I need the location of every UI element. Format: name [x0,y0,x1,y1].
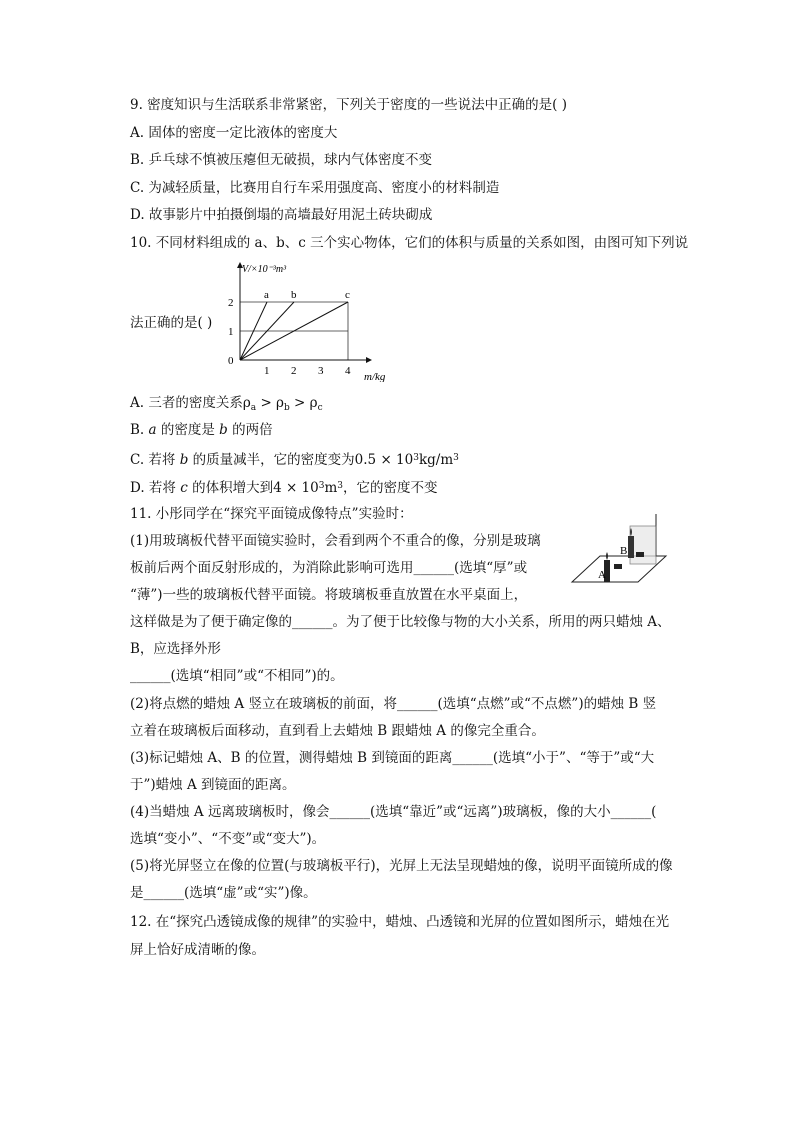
q9-option-b: B. 乒乓球不慎被压瘪但无破损，球内气体密度不变 [130,152,433,168]
q10-a-text1: A. 三者的密度关系ρ [130,395,251,411]
figure-label-a: A [598,569,606,581]
q10-b-text3: 的两倍 [227,422,273,438]
q10-option-c [130,449,690,469]
x-tick-label: 1 [264,365,270,377]
volume-mass-chart [222,258,397,382]
q11-part4-line1: (4)当蜡烛 A 远离玻璃板时，像会______(选填“靠近”或“远离”)玻璃板，像的大小______( [130,804,657,820]
x-tick-label: 3 [318,365,324,377]
q10-d-text1: D. 若将 [130,480,181,496]
q10-c-text2: 的质量减半，它的密度变为0.5 × 10 [188,452,414,468]
q10-d-unit-exp: 3 [337,481,344,491]
q10-d-exp: 3 [318,481,325,491]
q10-a-sub1: a [250,403,257,413]
q10-a-sub2: b [284,403,290,413]
q12-stem-cont: 屏上恰好成清晰的像。 [130,942,265,958]
q10-c-exp: 3 [413,453,419,463]
q10-option-a [130,394,690,417]
q10-d-var-c: c [180,480,188,496]
q11-part2-line2: 立着在玻璃板后面移动，直到看上去蜡烛 B 跟蜡烛 A 的像完全重合。 [130,723,545,739]
q10-b-text2: 的密度是 [156,422,220,438]
q11-stem: 11. 小彤同学在“探究平面镜成像特点”实验时： [130,506,413,522]
q10-a-text3: > ρ [289,395,318,411]
q9-option-a: A. 固体的密度一定比液体的密度大 [130,125,338,141]
q10-c-unit-exp: 3 [453,453,459,463]
x-tick-label: 4 [345,365,351,377]
x-axis-label: m/kg [364,371,386,382]
q12-stem: 12. 在“探究凸透镜成像的规律”的实验中，蜡烛、凸透镜和光屏的位置如图所示，蜡烛在光 [130,914,670,930]
q10-stem-cont: 法正确的是( ) [130,315,213,331]
y-tick-label: 2 [228,297,234,309]
q11-part2-line1: (2)将点燃的蜡烛 A 竖立在玻璃板的前面，将______(选填“点燃”或“不点燃”)的蜡烛 B 竖 [130,696,657,712]
q10-d-text3: ，它的密度不变 [343,480,438,496]
series-label-b: b [291,289,297,301]
q11-part5-line2: 是______(选填“虚”或“实”)像。 [130,885,317,901]
q10-b-var-b: b [219,422,228,438]
origin-label: 0 [228,355,234,367]
q11-part5-line1: (5)将光屏竖立在像的位置(与玻璃板平行)，光屏上无法呈现蜡烛的像，说明平面镜所成的像 [130,858,673,874]
q10-option-b [130,421,690,439]
q10-a-text2: > ρ [256,395,284,411]
series-label-a: a [264,289,269,301]
q11-part1-line6: ______(选填“相同”或“不相同”)的。 [130,668,344,684]
q10-c-var-b: b [179,452,189,468]
x-axis-arrow [366,357,372,363]
q11-part1-line1: (1)用玻璃板代替平面镜实验时，会看到两个不重合的像，分别是玻璃 [130,533,541,549]
q11-part4-line2: 选填“变小”、“不变”或“变大”)。 [130,831,326,847]
q10-c-unit: kg/m [418,452,454,468]
q10-b-var-a: a [148,422,157,438]
q11-part1-line3: “薄”)一些的玻璃板代替平面镜。将玻璃板垂直放置在水平桌面上， [130,587,528,603]
q10-d-unit: m [324,480,338,496]
y-axis-label: V/×10⁻³m³ [242,264,287,275]
q11-part1-line4: 这样做是为了便于确定像的______。为了便于比较像与物的大小关系，所用的两只蜡烛 A、 [130,614,671,630]
q11-part1-line2: 板前后两个面反射形成的，为消除此影响可选用______(选填“厚”或 [130,560,528,576]
series-label-c: c [345,289,350,301]
q9-stem: 9. 密度知识与生活联系非常紧密，下列关于密度的一些说法中正确的是( ) [130,97,567,113]
q10-b-text1: B. [130,422,149,438]
q11-part1-line5: B，应选择外形 [130,641,221,657]
q11-part3-line1: (3)标记蜡烛 A、B 的位置，测得蜡烛 B 到镜面的距离______(选填“小于”、“等于”或“大 [130,750,655,766]
q10-c-text1: C. 若将 [130,452,180,468]
q10-option-d [130,477,690,497]
q9-option-c: C. 为减轻质量，比赛用自行车采用强度高、密度小的材料制造 [130,180,500,196]
q10-a-sub3: c [317,403,323,413]
q9-option-d: D. 故事影片中拍摄倒塌的高墙最好用泥土砖块砌成 [130,207,433,223]
x-tick-label: 2 [291,365,297,377]
q11-part3-line2: 于”)蜡烛 A 到镜面的距离。 [130,777,296,793]
mirror-experiment-figure [566,512,668,598]
q10-stem: 10. 不同材料组成的 a、b、c 三个实心物体，它们的体积与质量的关系如图，由图可知下列说 [130,235,689,251]
q10-d-text2: 的体积增大到4 × 10 [187,480,319,496]
figure-label-b: B [620,545,628,557]
y-tick-label: 1 [228,326,234,338]
